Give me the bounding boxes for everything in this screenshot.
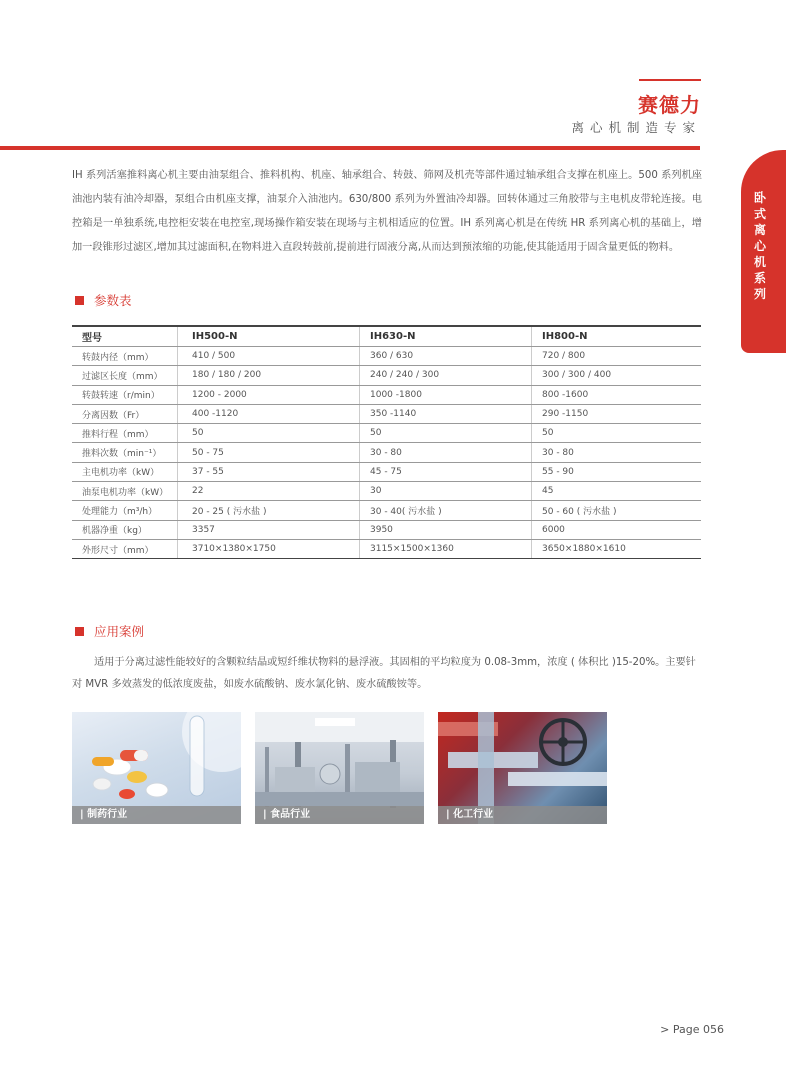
cell: 45 [531, 482, 701, 500]
page-number: > Page 056 [660, 1023, 724, 1036]
case-label-chemical: | 化工行业 [438, 806, 607, 824]
table-row [72, 540, 701, 559]
brand-accent-line [639, 79, 701, 81]
row-label: 处理能力（m³/h） [82, 507, 158, 518]
table-header-row [72, 327, 701, 347]
case-photo-pharma [72, 712, 241, 824]
applications-title-text: 应用案例 [94, 624, 145, 639]
cell: 240 / 240 / 300 [359, 366, 531, 384]
row-label: 外形尺寸（mm） [82, 545, 154, 556]
cell: 30 [359, 482, 531, 500]
applications-paragraph: 适用于分离过滤性能较好的含颗粒结晶或短纤维状物料的悬浮液。其固相的平均粒度为 0.08-3mm，浓度 ( 体积比 )15-20%。主要针对 MVR 多效蒸发的低浓度废盐，如废水硫酸钠、废水氯化钠、废水硫酸铵等。 [72, 657, 696, 690]
cell: 720 / 800 [531, 347, 701, 365]
params-table [72, 325, 701, 559]
applications-section-title [75, 622, 144, 640]
cell: 3115×1500×1360 [359, 540, 531, 558]
table-row [72, 463, 701, 482]
cell: 22 [177, 482, 359, 500]
table-row [72, 443, 701, 462]
square-bullet-icon [75, 627, 84, 636]
cell: 400 -1120 [177, 405, 359, 423]
cell: 37 - 55 [177, 463, 359, 481]
cell: 45 - 75 [359, 463, 531, 481]
cell: 50 [531, 424, 701, 442]
cell: 6000 [531, 521, 701, 539]
table-row [72, 482, 701, 501]
row-label: 转鼓转速（r/min） [82, 391, 160, 402]
case-photo-chemical [438, 712, 607, 824]
header-cell-ih630: IH630-N [359, 327, 531, 346]
table-row [72, 386, 701, 405]
cell: 1200 - 2000 [177, 386, 359, 404]
cell: 50 - 60 ( 污水盐 ) [531, 501, 701, 519]
header-cell-model: 型号 [82, 333, 102, 344]
cell: 180 / 180 / 200 [177, 366, 359, 384]
row-label: 过滤区长度（mm） [82, 371, 163, 382]
cell: 1000 -1800 [359, 386, 531, 404]
case-label-food: | 食品行业 [255, 806, 424, 824]
brand-name: 赛德力 [638, 93, 701, 117]
cell: 30 - 40( 污水盐 ) [359, 501, 531, 519]
table-row [72, 521, 701, 540]
table-row [72, 424, 701, 443]
header-cell-ih500: IH500-N [177, 327, 359, 346]
brand-tagline: 离心机制造专家 [571, 120, 701, 135]
table-row [72, 405, 701, 424]
cell: 3357 [177, 521, 359, 539]
params-section-title [75, 291, 132, 309]
cell: 30 - 80 [531, 443, 701, 461]
cell: 410 / 500 [177, 347, 359, 365]
cell: 290 -1150 [531, 405, 701, 423]
row-label: 推料次数（min⁻¹） [82, 449, 162, 460]
row-label: 主电机功率（kW） [82, 468, 160, 479]
case-photo-food [255, 712, 424, 824]
intro-paragraph: IH 系列活塞推料离心机主要由油泵组合、推料机构、机座、轴承组合、转鼓、筛网及机壳等部件通过轴承组合支撑在机座上。500 系列机座油池内装有油冷却器，泵组合由机座支撑，油泵介入油池内。630/800 系列为外置油冷却器。回转体通过三角胶带与主电机皮带轮连接。电控箱是一单独系统,电控柜安装在电控室,现场操作箱安装在现场与主机相适应的位置。IH 系列离心机是在传统 HR 系列离心机的基础上，增加一段锥形过滤区,增加其过滤面积,在物料进入直段转鼓前,提前进行固液分离,从而达到预浓缩的功能,使其能适用于固含量更低的物料。 [72, 170, 702, 253]
cell: 20 - 25 ( 污水盐 ) [177, 501, 359, 519]
cell: 3710×1380×1750 [177, 540, 359, 558]
header-cell-ih800: IH800-N [531, 327, 701, 346]
cell: 800 -1600 [531, 386, 701, 404]
header-red-bar [0, 146, 700, 150]
table-row [72, 501, 701, 520]
cell: 30 - 80 [359, 443, 531, 461]
cell: 50 [177, 424, 359, 442]
cell: 50 - 75 [177, 443, 359, 461]
row-label: 分离因数（Fr） [82, 410, 145, 421]
table-row [72, 366, 701, 385]
row-label: 机器净重（kg） [82, 526, 147, 537]
cell: 50 [359, 424, 531, 442]
square-bullet-icon [75, 296, 84, 305]
cell: 3650×1880×1610 [531, 540, 701, 558]
cell: 360 / 630 [359, 347, 531, 365]
cell: 300 / 300 / 400 [531, 366, 701, 384]
cell: 55 - 90 [531, 463, 701, 481]
side-tab-label: 卧式离心机系列 [753, 191, 766, 301]
row-label: 转鼓内径（mm） [82, 352, 154, 363]
row-label: 推料行程（mm） [82, 429, 154, 440]
cell: 350 -1140 [359, 405, 531, 423]
cell: 3950 [359, 521, 531, 539]
params-title-text: 参数表 [94, 293, 132, 308]
table-row [72, 347, 701, 366]
case-label-pharma: | 制药行业 [72, 806, 241, 824]
row-label: 油泵电机功率（kW） [82, 487, 169, 498]
